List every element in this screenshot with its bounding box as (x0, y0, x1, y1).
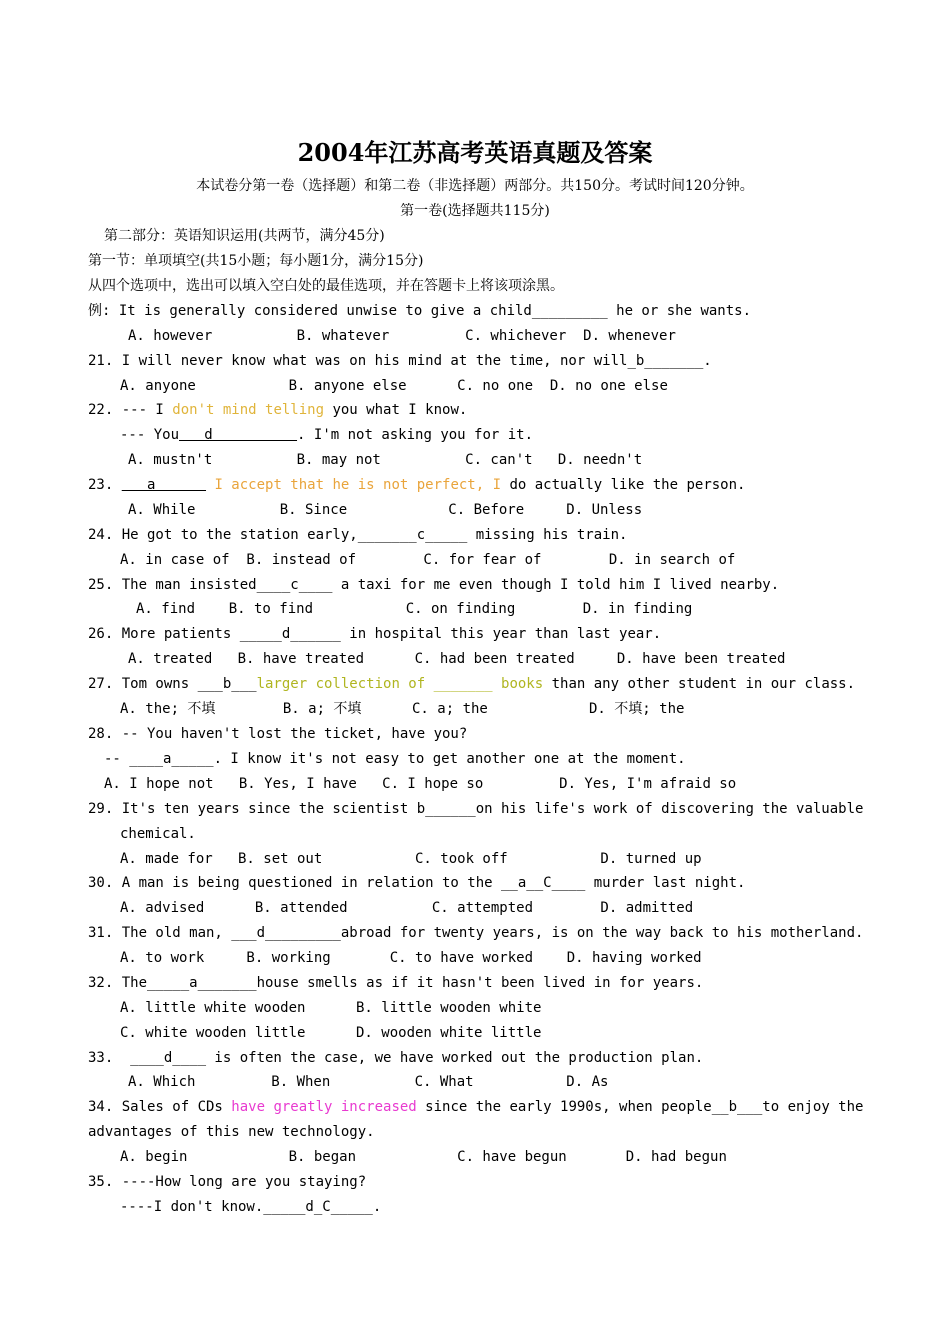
question-22-stem (88, 400, 467, 420)
stem-text: do actually like the person. (501, 477, 746, 493)
question-29-stem: 29. It's ten years since the scientist b______on his life's work of discovering the valuable (88, 801, 864, 817)
question-32-options-row2: C. white wooden little D. wooden white little (120, 1025, 542, 1041)
question-number: 23. (88, 477, 122, 493)
stem-text: 34. Sales of CDs (88, 1099, 232, 1115)
question-23-options: A. While B. Since C. Before D. Unless (128, 502, 643, 518)
question-35-reply: ----I don't know._____d_C_____. (120, 1199, 382, 1215)
question-32-options-row1: A. little white wooden B. little wooden white (120, 1000, 542, 1016)
part-heading: 第二部分：英语知识运用(共两节，满分45分) (104, 228, 385, 244)
question-28-reply: -- ____a_____. I know it's not easy to get another one at the moment. (104, 751, 686, 767)
example-options: A. however B. whatever C. whichever D. whenever (128, 328, 676, 344)
question-27-options: A. the; 不填 B. a; 不填 C. a; the D. 不填; the (120, 701, 685, 717)
question-22-options: A. mustn't B. may not C. can't D. needn't (128, 452, 643, 468)
page-title: 2004年江苏高考英语真题及答案 (297, 138, 653, 167)
question-31-options: A. to work B. working C. to have worked D. having worked (120, 950, 702, 966)
question-21-options: A. anyone B. anyone else C. no one D. no one else (120, 378, 668, 394)
question-30-options: A. advised B. attended C. attempted D. admitted (120, 900, 694, 916)
question-30-stem: 30. A man is being questioned in relation to the __a__C____ murder last night. (88, 875, 746, 891)
stem-text: 27. Tom owns ___b___ (88, 676, 257, 692)
answer-blank: a (121, 477, 207, 493)
question-31-stem: 31. The old man, ___d_________abroad for twenty years, is on the way back to his motherland. (88, 925, 864, 941)
question-24-options: A. in case of B. instead of C. for fear of D. in search of (120, 552, 736, 568)
highlighted-phrase: don't mind telling (172, 402, 325, 418)
question-21-stem: 21. I will never know what was on his mind at the time, nor will_b_______. (88, 353, 712, 369)
example-stem: 例: It is generally considered unwise to give a child_________ he or she wants. (88, 303, 752, 319)
answer-gap: _______ (425, 676, 502, 692)
question-29-options: A. made for B. set out C. took off D. turned up (120, 851, 702, 867)
section-heading: 第一节：单项填空(共15小题；每小题1分，满分15分) (88, 253, 424, 269)
instruction-text: 从四个选项中，选出可以填入空白处的最佳选项，并在答题卡上将该项涂黑。 (88, 278, 564, 294)
question-26-stem: 26. More patients _____d______ in hospital this year than last year. (88, 626, 662, 642)
question-33-options: A. Which B. When C. What D. As (128, 1074, 609, 1090)
question-34-continuation: advantages of this new technology. (88, 1124, 375, 1140)
question-26-options: A. treated B. have treated C. had been treated D. have been treated (128, 651, 786, 667)
highlighted-phrase: have greatly increased (231, 1099, 417, 1115)
question-22-reply (120, 425, 533, 445)
intro-text: 本试卷分第一卷（选择题）和第二卷（非选择题）两部分。共150分。考试时间120分钟。 (196, 178, 754, 194)
question-24-stem: 24. He got to the station early,_______c_____ missing his train. (88, 527, 628, 543)
question-29-continuation: chemical. (120, 826, 196, 842)
volume-heading: 第一卷(选择题共115分) (400, 203, 550, 219)
stem-text: 22. --- I (88, 402, 173, 418)
question-34-options: A. begin B. began C. have begun D. had begun (120, 1149, 727, 1165)
question-25-options: A. find B. to find C. on finding D. in finding (136, 601, 693, 617)
question-35-stem: 35. ----How long are you staying? (88, 1174, 367, 1190)
highlighted-phrase: larger collection of (256, 676, 426, 692)
question-33-stem: 33. ____d____ is often the case, we have worked out the production plan. (88, 1050, 704, 1066)
stem-text: you what I know. (324, 402, 468, 418)
question-32-stem: 32. The_____a_______house smells as if it hasn't been lived in for years. (88, 975, 704, 991)
highlighted-word: books (501, 676, 544, 692)
question-28-stem: 28. -- You haven't lost the ticket, have you? (88, 726, 468, 742)
reply-text: . I'm not asking you for it. (297, 427, 534, 443)
reply-text: --- You (120, 427, 180, 443)
question-23-stem (88, 475, 745, 495)
highlighted-phrase: I accept that he is not perfect, I (206, 477, 502, 493)
stem-text: than any other student in our class. (543, 676, 856, 692)
answer-blank: d (179, 427, 298, 443)
question-25-stem: 25. The man insisted____c____ a taxi for me even though I told him I lived nearby. (88, 577, 780, 593)
question-27-stem (88, 674, 855, 694)
question-28-options: A. I hope not B. Yes, I have C. I hope so D. Yes, I'm afraid so (104, 776, 737, 792)
stem-text: since the early 1990s, when people__b___to enjoy the (416, 1099, 864, 1115)
question-34-stem (88, 1097, 863, 1117)
